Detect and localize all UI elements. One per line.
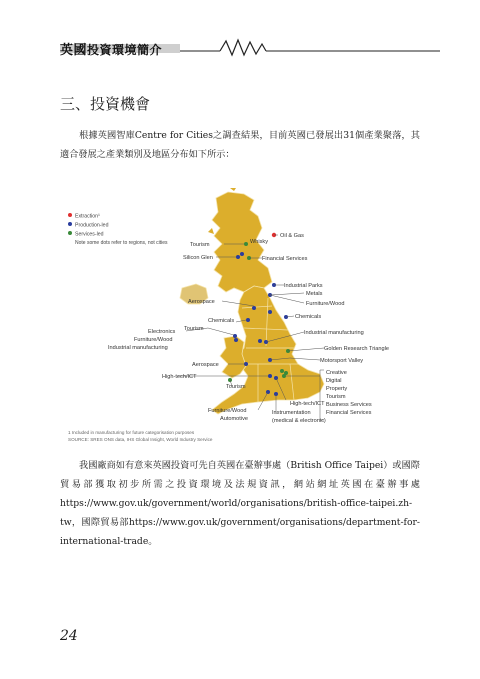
label-high-tech-left: High-tech/ICT — [162, 374, 197, 380]
uk-industry-cluster-map — [58, 188, 428, 448]
dot-aerospace-north — [252, 306, 256, 310]
map-footnote: 1 Included in manufacturing for future categorisation purposes — [68, 430, 195, 435]
label-chemicals-right: Chemicals — [295, 314, 322, 320]
label-industrial-mfg-left: Industrial manufacturing — [108, 345, 168, 351]
label-furniture-wood-bottom: Furniture/Wood — [208, 408, 247, 414]
legend-production-label: Production-led — [75, 222, 109, 229]
label-creative: Creative — [326, 370, 347, 376]
running-header — [60, 36, 440, 58]
intro-paragraph: 根據英國智庫Centre for Cities之調查結果，目前英國已發展出31個產業聚落，其適合發展之產業類別及地區分布如下所示： — [60, 130, 420, 160]
label-instrumentation: Instrumentation — [272, 410, 311, 416]
label-business-services: Business Services — [326, 402, 372, 408]
label-financial-services: Financial Services — [262, 256, 308, 262]
label-tourism-right: Tourism — [326, 394, 346, 400]
dot-tourism-scotland — [244, 242, 248, 246]
label-high-tech-right: High-tech/ICT — [290, 401, 325, 407]
label-tourism-bottom: Tourism — [226, 384, 246, 390]
legend-note: Note some dots refer to regions, not cities — [75, 240, 168, 246]
dot-london-3 — [282, 374, 286, 378]
dot-industrial-mfg-1 — [258, 339, 262, 343]
dot-chemicals-north — [268, 310, 272, 314]
label-electronics: Electronics — [148, 329, 176, 335]
dot-whisky — [240, 252, 244, 256]
dot-electronics — [233, 334, 237, 338]
label-tourism-top: Tourism — [190, 242, 210, 248]
label-industrial-parks: Industrial Parks — [284, 283, 323, 289]
label-digital: Digital — [326, 378, 342, 384]
label-medical-electronic: (medical & electronic) — [272, 418, 326, 424]
label-automotive: Automotive — [220, 416, 248, 422]
label-furniture-wood-left: Furniture/Wood — [134, 337, 173, 343]
label-chemicals-left: Chemicals — [208, 318, 235, 324]
label-silicon-glen: Silicon Glen — [183, 255, 213, 261]
section-title: 三、投資機會 — [60, 95, 151, 113]
dot-london-1 — [280, 369, 284, 373]
contact-paragraph: 我國廠商如有意來英國投資可先自英國在臺辦事處（British Office Taipei）或國際貿易部獲取初步所需之投資環境及法規資訊，網站網址英國在臺辦事處https://www.gov.uk/government/world/organisations/british-office-taipei.zh-tw，國際貿易部https://www.gov.uk/government/organisations/department-for-international-trade。 — [60, 460, 420, 547]
label-tourism-mid: Tourism — [184, 326, 204, 332]
label-motorsport-valley: Motorsport Valley — [320, 358, 364, 364]
dot-high-tech-1 — [268, 374, 272, 378]
label-oil-gas: Oil & Gas — [280, 233, 304, 239]
label-whisky: Whisky — [250, 239, 269, 245]
label-aerospace-north: Aerospace — [188, 299, 215, 305]
legend-extraction-label: Extraction¹ — [75, 213, 100, 220]
dot-silicon-glen — [236, 255, 240, 259]
label-aerospace-south: Aerospace — [192, 362, 219, 368]
page-number: 24 — [60, 628, 78, 644]
dot-furniture-wood — [234, 338, 238, 342]
label-metals: Metals — [306, 291, 323, 297]
legend-services-label: Services-led — [75, 231, 104, 238]
map-source: SOURCE: SRES ONS data, IHS Global Insight, World Industry Service — [68, 437, 213, 442]
legend-extraction-dot — [68, 213, 72, 217]
label-furniture-wood-right: Furniture/Wood — [306, 301, 345, 307]
legend-services-dot — [68, 231, 72, 235]
legend-production-dot — [68, 222, 72, 226]
label-golden-research-triangle: Golden Research Triangle — [324, 346, 389, 352]
label-financial-services-bottom: Financial Services — [326, 410, 372, 416]
dot-chemicals-west — [246, 318, 250, 322]
label-property: Property — [326, 386, 348, 392]
header-title: 英國投資環境簡介 — [60, 43, 163, 58]
label-industrial-mfg-right: Industrial manufacturing — [304, 330, 364, 336]
